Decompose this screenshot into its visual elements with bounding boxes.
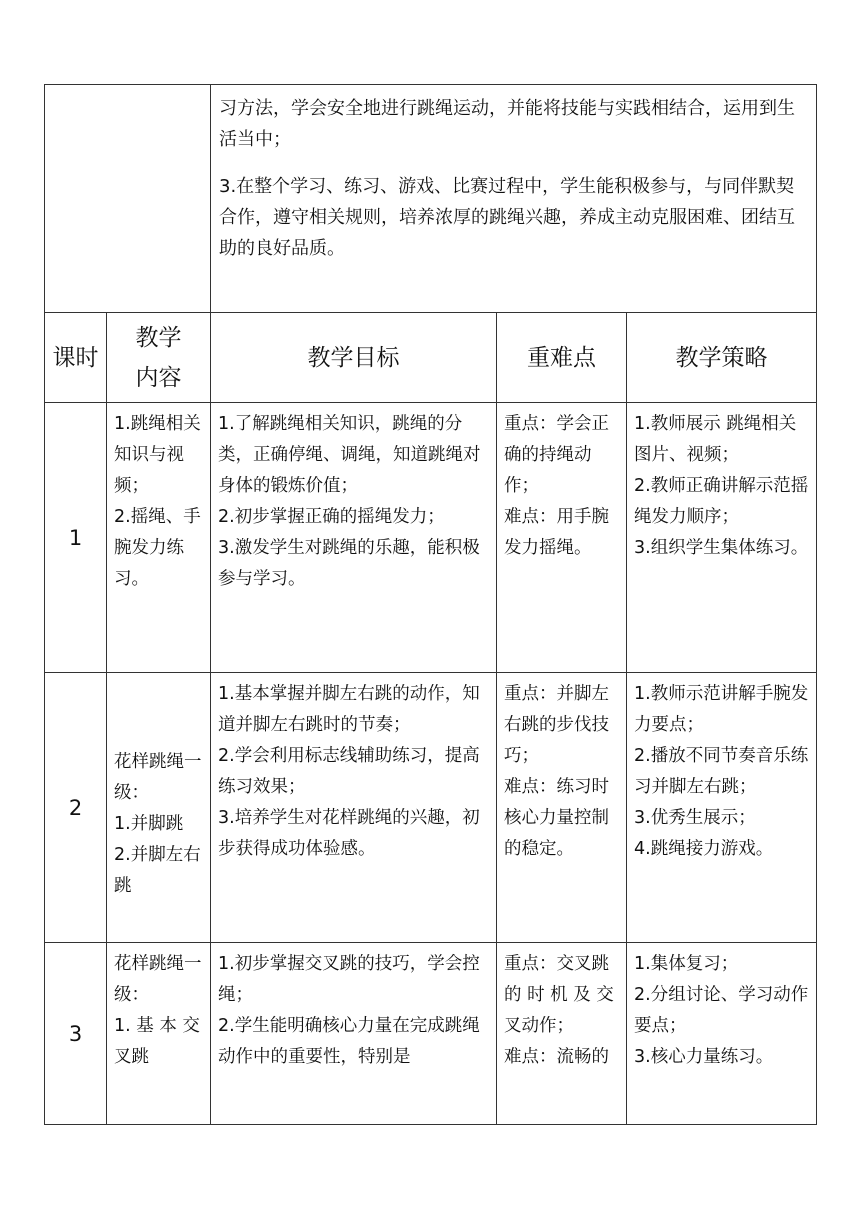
keypoint-line: 难点：用手腕发力摇绳。 xyxy=(504,507,609,558)
content-cell xyxy=(107,943,211,1125)
keypoints-cell xyxy=(497,673,627,943)
goal-line: 1.初步掌握交叉跳的技巧，学会控绳； xyxy=(218,954,480,1005)
goals-cell xyxy=(211,943,497,1125)
goal-line: 2.初步掌握正确的摇绳发力； xyxy=(218,507,445,527)
strategy-line: 4.跳绳接力游戏。 xyxy=(634,839,774,859)
keypoint-line: 重点：并脚左右跳的步伐技巧； xyxy=(504,684,609,766)
content-line: 2.并脚左右跳 xyxy=(114,845,201,896)
goals-cell xyxy=(211,403,497,673)
header-strategy: 教学策略 xyxy=(627,313,817,403)
content-line: 1.跳绳相关知识与视频； xyxy=(114,414,201,496)
header-content-label: 教学内容 xyxy=(135,324,182,391)
header-content xyxy=(107,313,211,403)
period-cell: 2 xyxy=(45,673,107,943)
strategy-cell xyxy=(627,943,817,1125)
table-row xyxy=(45,673,817,943)
strategy-cell xyxy=(627,403,817,673)
header-keypoints: 重难点 xyxy=(497,313,627,403)
keypoint-line: 难点：练习时核心力量控制的稳定。 xyxy=(504,777,609,859)
strategy-line: 2.播放不同节奏音乐练习并脚左右跳； xyxy=(634,746,809,797)
table-row xyxy=(45,943,817,1125)
strategy-line: 3.核心力量练习。 xyxy=(634,1047,774,1067)
keypoints-cell xyxy=(497,403,627,673)
strategy-line: 2.教师正确讲解示范摇绳发力顺序； xyxy=(634,476,809,527)
strategy-cell xyxy=(627,673,817,943)
objectives-text-cell xyxy=(211,85,817,313)
content-line: 2.摇绳、手腕发力练习。 xyxy=(114,507,201,589)
header-period xyxy=(45,313,107,403)
strategy-line: 3.优秀生展示； xyxy=(634,808,756,828)
strategy-line: 1.教师展示 跳绳相关图片、视频； xyxy=(634,414,797,465)
content-line: 1.并脚跳 xyxy=(114,814,184,834)
content-line: 花样跳绳一级： xyxy=(114,752,202,803)
goal-line: 1.了解跳绳相关知识，跳绳的分类，正确停绳、调绳，知道跳绳对身体的锻炼价值； xyxy=(218,414,481,496)
strategy-line: 2.分组讨论、学习动作要点； xyxy=(634,985,809,1036)
content-cell xyxy=(107,403,211,673)
keypoints-cell xyxy=(497,943,627,1125)
objectives-continuation-row xyxy=(45,85,817,313)
table-row xyxy=(45,403,817,673)
table-header-row xyxy=(45,313,817,403)
keypoint-line: 重点：交叉跳的 时 机 及 交叉动作； xyxy=(504,954,614,1036)
content-line: 1. 基 本 交叉跳 xyxy=(114,1016,200,1067)
intro-line-1: 习方法，学会安全地进行跳绳运动，并能将技能与实践相结合，运用到生活当中； xyxy=(219,98,795,150)
intro-line-2: 3.在整个学习、练习、游戏、比赛过程中，学生能积极参与，与同伴默契合作，遵守相关规则，培养浓厚的跳绳兴趣，养成主动克服困难、团结互助的良好品质。 xyxy=(219,176,795,259)
goal-line: 3.培养学生对花样跳绳的兴趣，初步获得成功体验感。 xyxy=(218,808,480,859)
header-goals: 教学目标 xyxy=(211,313,497,403)
period-cell: 1 xyxy=(45,403,107,673)
strategy-line: 1.教师示范讲解手腕发力要点； xyxy=(634,684,809,735)
content-cell xyxy=(107,673,211,943)
lesson-plan-table xyxy=(44,84,817,1125)
goal-line: 3.激发学生对跳绳的乐趣，能积极参与学习。 xyxy=(218,538,480,589)
empty-cell xyxy=(45,85,211,313)
goal-line: 1.基本掌握并脚左右跳的动作，知道并脚左右跳时的节奏； xyxy=(218,684,480,735)
header-period-label: 课时 xyxy=(52,344,99,371)
strategy-line: 1.集体复习； xyxy=(634,954,739,974)
goal-line: 2.学生能明确核心力量在完成跳绳动作中的重要性，特别是 xyxy=(218,1016,480,1067)
goals-cell xyxy=(211,673,497,943)
keypoint-line: 重点：学会正确的持绳动作； xyxy=(504,414,609,496)
content-line: 花样跳绳一级： xyxy=(114,954,202,1005)
keypoint-line: 难点：流畅的 xyxy=(504,1047,609,1067)
strategy-line: 3.组织学生集体练习。 xyxy=(634,538,809,558)
goal-line: 2.学会利用标志线辅助练习，提高练习效果； xyxy=(218,746,480,797)
period-cell: 3 xyxy=(45,943,107,1125)
